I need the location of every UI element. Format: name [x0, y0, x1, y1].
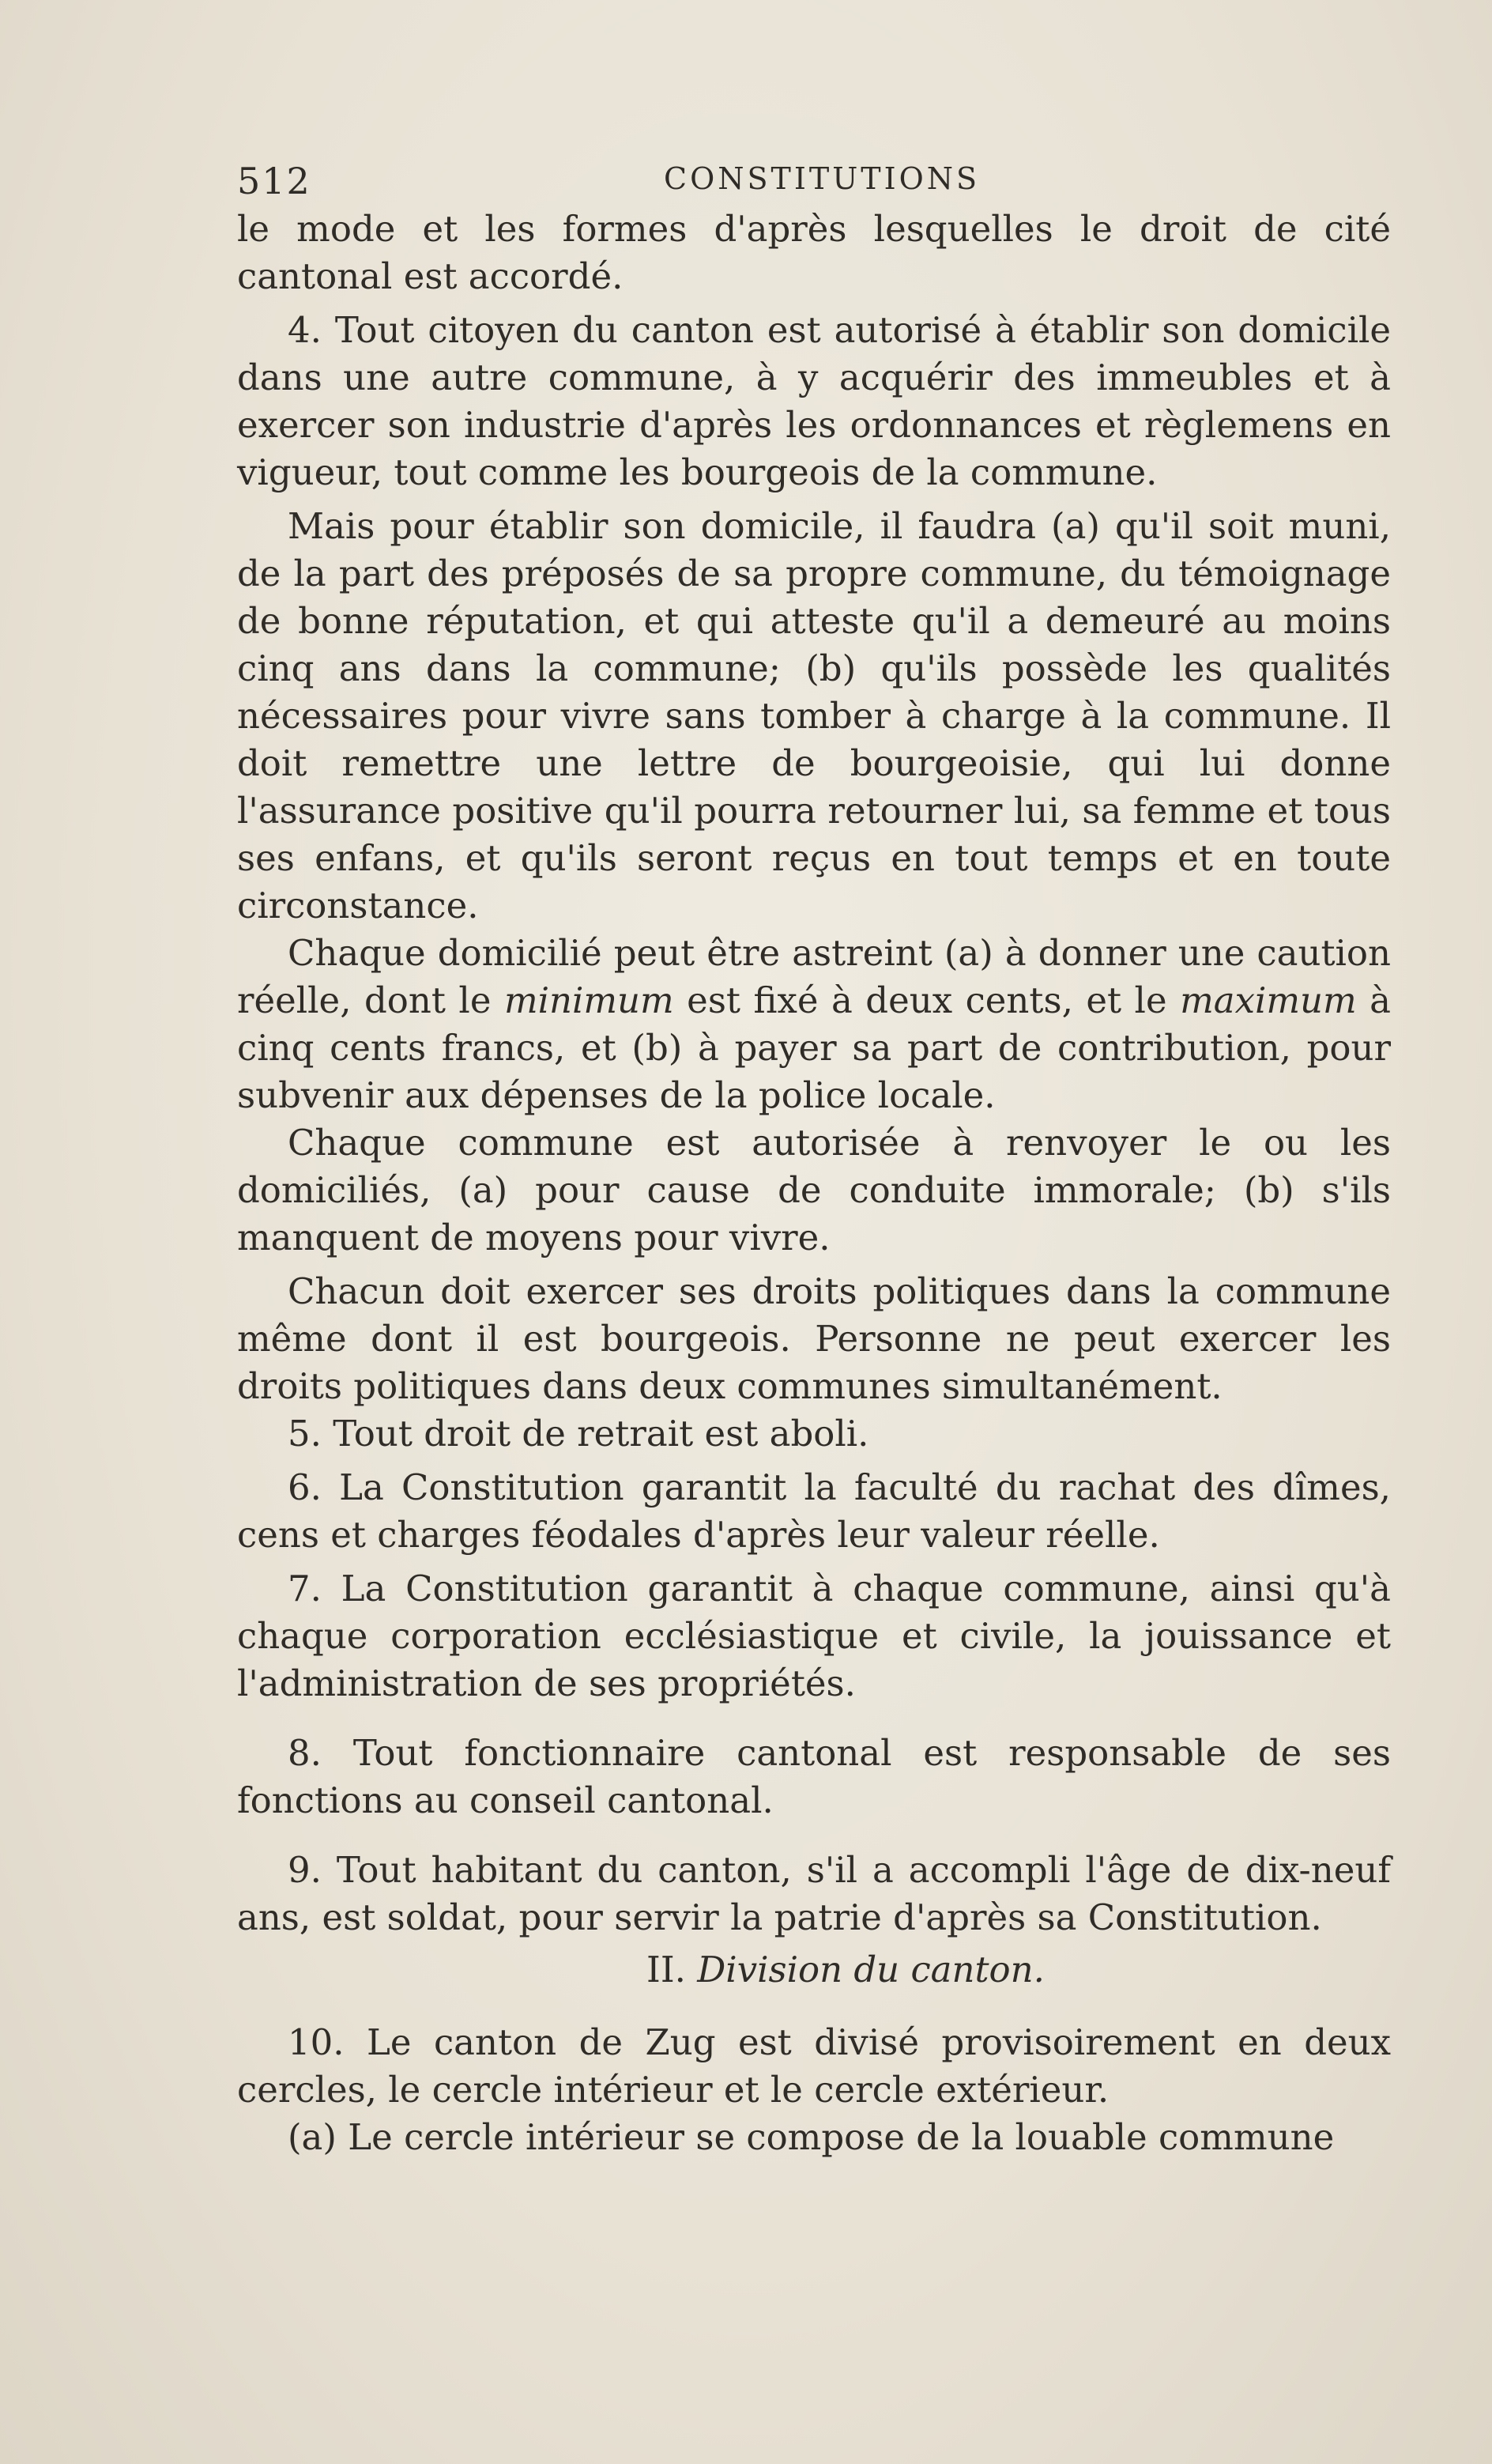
page-number: 512 — [237, 160, 311, 202]
article-8: 8. Tout fonctionnaire cantonal est responsable de ses fonctions au conseil cantonal. — [237, 1732, 1391, 1821]
minimum-term: minimum — [503, 979, 674, 1021]
article-5: 5. Tout droit de retrait est aboli. — [288, 1413, 869, 1455]
paragraph-dismissal: Chaque commune est autorisée à renvoyer le ou les domiciliés, (a) pour cause de conduite immorale; (b) s'ils manquent de moyens pour vivre. — [237, 1122, 1391, 1258]
section-title: Division du canton. — [697, 1949, 1045, 1990]
running-head: CONSTITUTIONS — [664, 161, 981, 196]
page-content — [237, 150, 1391, 2161]
article-9: 9. Tout habitant du canton, s'il a accompli l'âge de dix-neuf ans, est soldat, pour servir la patrie d'après sa Constitution. — [237, 1849, 1391, 1938]
paragraph-inner-circle: (a) Le cercle intérieur se compose de la louable commune — [288, 2116, 1335, 2158]
maximum-term: maximum — [1180, 979, 1357, 1021]
article-7: 7. La Constitution garantit à chaque commune, ainsi qu'à chaque corporation ecclésiastique et civile, la jouissance et l'administration de ses propriétés. — [237, 1568, 1391, 1704]
paragraph-political-rights: Chacun doit exercer ses droits politiques dans la commune même dont il est bourgeois. Personne ne peut exercer les droits politiques dans deux communes simultanément. — [237, 1270, 1391, 1407]
page-header — [237, 150, 1391, 206]
paragraph-domicile-conditions: Mais pour établir son domicile, il faudra (a) qu'il soit muni, de la part des préposés de sa propre commune, du témoignage de bonne réputation, et qui atteste qu'il a demeuré au moins cinq ans dans la commune; (b) qu'ils possède les qualités nécessaires pour vivre sans tomber à charge à la commune. Il doit remettre une lettre de bourgeoisie, qui lui donne l'assurance positive qu'il pourra retourner lui, sa femme et tous ses enfans, et qu'ils seront reçus en tout temps et en toute circonstance. — [237, 505, 1391, 926]
caution-text-c: à cinq cents francs, et (b) à payer sa part de contribution, pour subvenir aux dépenses de la police locale. — [237, 979, 1391, 1116]
caution-text-b: est fixé à deux cents, et le — [673, 979, 1181, 1021]
paragraph-continuation: le mode et les formes d'après lesquelles le droit de cité cantonal est accordé. — [237, 208, 1391, 297]
body-text — [237, 206, 1391, 2161]
section-number: II. — [646, 1949, 686, 1990]
article-6: 6. La Constitution garantit la faculté du rachat des dîmes, cens et charges féodales d'après leur valeur réelle. — [237, 1466, 1391, 1556]
article-10: 10. Le canton de Zug est divisé provisoirement en deux cercles, le cercle intérieur et le cercle extérieur. — [237, 2021, 1391, 2111]
article-4: 4. Tout citoyen du canton est autorisé à établir son domicile dans une autre commune, à y acquérir des immeubles et à exercer son industrie d'après les ordonnances et règlemens en vigueur, tout comme les bourgeois de la commune. — [237, 309, 1391, 493]
caution-text-a: Chaque domicilié peut être astreint (a) à donner une caution réelle, dont le — [237, 932, 1391, 1021]
paragraph-caution — [237, 930, 1391, 1119]
section-heading — [237, 1946, 1391, 1994]
